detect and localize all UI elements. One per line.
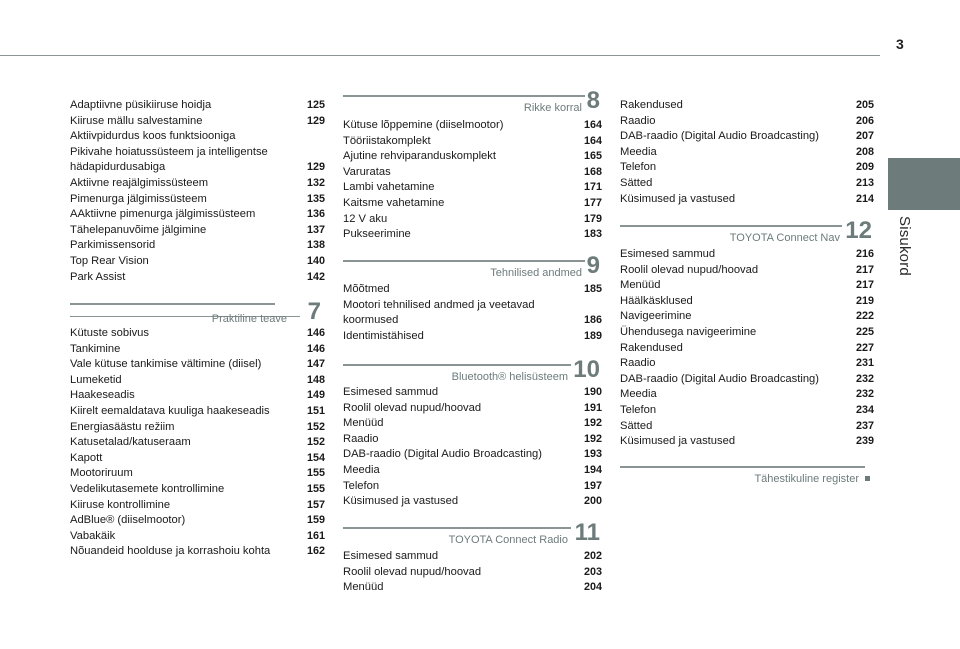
section-title[interactable]: Praktiline teave (211, 313, 287, 325)
toc-entry-page: 205 (855, 99, 874, 111)
toc-entry[interactable] (343, 432, 602, 448)
section-number: 7 (307, 298, 321, 325)
toc-entry[interactable] (70, 114, 325, 130)
toc-entry[interactable] (343, 549, 602, 565)
toc-entry-title: Küsimused ja vastused (343, 495, 459, 508)
toc-entry-title: Roolil olevad nupud/hoovad (343, 401, 482, 414)
toc-entry[interactable] (620, 356, 874, 372)
toc-entry-title: Roolil olevad nupud/hoovad (620, 263, 759, 276)
toc-entry[interactable] (343, 479, 602, 495)
top-rule (0, 55, 880, 56)
section-number: 11 (574, 519, 600, 546)
toc-entry-title: Lumeketid (70, 373, 122, 386)
toc-entry-page: 209 (855, 161, 874, 174)
toc-entry-title: Rakendused (620, 341, 683, 354)
toc-entry[interactable] (70, 145, 325, 161)
toc-entry-title: Aktiivne reajälgimissüsteem (70, 177, 209, 189)
toc-entry-page: 217 (855, 263, 874, 276)
toc-entry-title: Adaptiivne püsikiiruse hoidja (70, 99, 212, 111)
toc-entry-title: Kiirelt eemaldatava kuuliga haakeseadis (70, 405, 270, 417)
toc-entry-page: 185 (583, 283, 602, 295)
section-title[interactable]: Rikke korral (523, 102, 582, 114)
toc-entry-page: 149 (306, 389, 325, 402)
toc-entry[interactable] (343, 298, 602, 314)
toc-entry-title: Pimenurga jälgimissüsteem (70, 192, 207, 205)
toc-entry[interactable] (70, 513, 325, 529)
toc-entry-title: Lambi vahetamine (343, 181, 435, 194)
toc-entry[interactable] (343, 565, 602, 581)
toc-entry-page: 161 (306, 529, 325, 542)
toc-entry-page: 239 (855, 435, 874, 448)
toc-entry-title: Meedia (343, 464, 380, 476)
toc-entry-title: Tähelepanuvõime jälgimine (70, 223, 207, 236)
toc-entry-page: 137 (306, 223, 325, 236)
toc-entry[interactable] (70, 420, 325, 436)
toc-entry-title: Esimesed sammud (620, 248, 716, 260)
side-tab-label: Sisukord (896, 216, 913, 276)
toc-entry-title: Telefon (343, 479, 380, 492)
toc-entry-page: 179 (583, 212, 602, 225)
toc-entry[interactable] (620, 419, 874, 435)
toc-entry-page: 217 (855, 279, 874, 292)
toc-entry-title: Meedia (620, 388, 657, 401)
toc-entry-title: Kaitsme vahetamine (343, 197, 445, 209)
toc-entry-page: 194 (583, 464, 602, 476)
toc-entry-page: 171 (583, 181, 602, 194)
toc-entry-title: DAB-raadio (Digital Audio Broadcasting) (343, 448, 542, 461)
toc-entry-page: 227 (855, 341, 874, 354)
toc-entry-title: Raadio (620, 114, 656, 127)
toc-entry-page: 214 (855, 192, 874, 205)
toc-entry-title: Top Rear Vision (70, 255, 149, 267)
section-rule (70, 303, 275, 305)
toc-entry-title: Meedia (620, 145, 657, 158)
toc-entry[interactable] (343, 134, 602, 150)
toc-entry-page: 206 (855, 114, 874, 127)
toc-entry-page: 177 (583, 197, 602, 209)
toc-entry-title: Küsimused ja vastused (620, 435, 736, 448)
toc-entry-title: Telefon (620, 404, 657, 416)
toc-entry-title: Navigeerimine (620, 310, 692, 323)
toc-entry[interactable] (70, 254, 325, 270)
toc-entry-page: 155 (306, 467, 325, 480)
toc-entry-page: 154 (306, 451, 325, 464)
toc-entry-title: Tööriistakomplekt (343, 134, 431, 147)
toc-entry-page: 193 (583, 448, 602, 461)
toc-entry-title: Pikivahe hoiatussüsteem ja intelligentse (70, 145, 268, 158)
toc-entry-page: 237 (855, 419, 874, 432)
toc-entry-page: 202 (583, 550, 602, 562)
toc-entry[interactable] (343, 212, 602, 228)
toc-entry-title: AdBlue® (diiselmootor) (70, 514, 186, 527)
toc-entry-title: Vabakäik (70, 529, 116, 542)
section-number: 10 (573, 356, 600, 383)
toc-entry-page: 219 (855, 294, 874, 307)
toc-entry[interactable] (620, 247, 874, 263)
page-number: 3 (896, 36, 904, 52)
section-rule (620, 466, 865, 468)
index-link-label: Tähestikuline register (754, 473, 859, 485)
toc-entry-page: 208 (855, 145, 874, 158)
toc-entry-page: 135 (306, 192, 325, 205)
toc-entry[interactable] (70, 223, 325, 239)
toc-entry-title: Pukseerimine (343, 228, 411, 241)
toc-entry-page: 142 (306, 270, 325, 283)
section-title[interactable]: TOYOTA Connect Radio (448, 534, 568, 546)
toc-entry[interactable] (620, 372, 874, 388)
toc-entry-title: Tankimine (70, 342, 121, 355)
toc-entry[interactable] (70, 160, 325, 176)
toc-entry-page: 191 (583, 401, 602, 414)
toc-entry-page: 148 (306, 373, 325, 386)
toc-entry-page: 232 (855, 372, 874, 385)
toc-entry[interactable] (343, 401, 602, 417)
toc-entry-page: 164 (583, 134, 602, 147)
chapter-side-tab[interactable] (888, 158, 960, 210)
toc-entry[interactable] (70, 373, 325, 389)
toc-entry-title: Mõõtmed (343, 283, 390, 295)
toc-entry-title: Katusetalad/katuseraam (70, 436, 191, 449)
toc-entry[interactable] (343, 196, 602, 212)
toc-entry-title: Roolil olevad nupud/hoovad (343, 565, 482, 578)
toc-entry-title: Varuratas (343, 165, 391, 178)
toc-entry[interactable] (620, 114, 874, 130)
toc-entry[interactable] (620, 387, 874, 403)
toc-entry-title: Vale kütuse tankimise vältimine (diisel) (70, 358, 262, 371)
toc-entry-page: 165 (583, 150, 602, 163)
section-title[interactable]: TOYOTA Connect Nav (729, 232, 840, 244)
toc-entry-page: 225 (855, 326, 874, 338)
toc-entry-page: 129 (306, 161, 325, 174)
toc-entry-title: Menüüd (343, 581, 384, 594)
toc-entry-title: Menüüd (620, 279, 661, 292)
toc-entry-title: Aktiivpidurdus koos funktsiooniga (70, 130, 236, 143)
toc-entry[interactable] (343, 329, 602, 345)
toc-entry[interactable] (70, 544, 325, 560)
toc-entry[interactable] (70, 207, 325, 223)
toc-entry-page: 164 (583, 119, 602, 131)
toc-entry[interactable] (343, 165, 602, 181)
toc-entry-page: 231 (855, 357, 874, 370)
toc-entry-page: 207 (855, 130, 874, 143)
toc-entry[interactable] (343, 416, 602, 432)
toc-entry-page: 138 (306, 239, 325, 252)
toc-entry-title: Küsimused ja vastused (620, 192, 736, 205)
toc-entry-page: 222 (855, 310, 874, 323)
toc-entry[interactable] (70, 129, 325, 145)
toc-entry-title: Identimistähised (343, 329, 424, 342)
toc-entry[interactable] (343, 463, 602, 479)
toc-entry-title: Parkimissensorid (70, 239, 156, 252)
toc-entry[interactable] (70, 357, 325, 373)
index-heading (620, 463, 874, 493)
toc-entry[interactable] (620, 309, 874, 325)
toc-entry-page: 152 (306, 436, 325, 449)
toc-entry[interactable] (343, 149, 602, 165)
toc-entry[interactable] (620, 434, 874, 450)
toc-entry-page: 192 (583, 417, 602, 430)
toc-entry-title: Ühendusega navigeerimine (620, 326, 757, 338)
toc-entry-title: Sätted (620, 177, 653, 189)
section-number: 12 (845, 217, 872, 244)
toc-entry[interactable] (70, 326, 325, 342)
toc-entry-page: 200 (583, 495, 602, 508)
toc-entry-page: 129 (306, 114, 325, 127)
toc-entry-title: Kapott (70, 451, 103, 464)
toc-entry[interactable] (70, 404, 325, 420)
toc-entry-title: DAB-raadio (Digital Audio Broadcasting) (620, 372, 819, 385)
toc-entry-title: Park Assist (70, 270, 126, 283)
toc-entry-title: Kiiruse mällu salvestamine (70, 114, 203, 127)
toc-entry-title: Ajutine rehviparanduskomplekt (343, 150, 496, 163)
toc-entry-page: 234 (855, 404, 874, 416)
toc-entry[interactable] (620, 341, 874, 357)
toc-entry-title: DAB-raadio (Digital Audio Broadcasting) (620, 130, 819, 143)
toc-entry-title: Raadio (343, 432, 379, 445)
toc-entry-title: Vedelikutasemete kontrollimine (70, 483, 225, 495)
toc-entry[interactable] (343, 180, 602, 196)
toc-entry-page: 213 (855, 177, 874, 189)
toc-entry[interactable] (620, 160, 874, 176)
toc-entry-page: 189 (583, 329, 602, 342)
toc-entry-title: Kiiruse kontrollimine (70, 498, 171, 511)
toc-entry[interactable] (343, 227, 602, 243)
toc-entry-page: 152 (306, 420, 325, 433)
toc-entry-title: 12 V aku (343, 212, 388, 225)
toc-entry[interactable] (620, 325, 874, 341)
toc-entry-page: 147 (306, 358, 325, 371)
toc-entry-title: Nõuandeid hoolduse ja korrashoiu kohta (70, 545, 271, 558)
toc-entry-page: 157 (306, 498, 325, 511)
toc-entry-title: Menüüd (343, 417, 384, 430)
toc-entry-page: 204 (583, 581, 602, 594)
toc-entry[interactable] (70, 342, 325, 358)
toc-entry[interactable] (70, 466, 325, 482)
toc-entry-title: Raadio (620, 357, 656, 370)
toc-entry[interactable] (343, 313, 602, 329)
toc-entry[interactable] (620, 129, 874, 145)
toc-entry[interactable] (70, 192, 325, 208)
toc-entry-page: 146 (306, 342, 325, 355)
toc-entry-title: Energiasäästu režiim (70, 420, 175, 433)
toc-entry[interactable] (620, 98, 874, 114)
toc-entry[interactable] (620, 192, 874, 208)
toc-entry-title: koormused (343, 314, 399, 327)
toc-entry[interactable] (343, 580, 602, 596)
toc-entry-title: Sätted (620, 419, 653, 432)
toc-entry-page: 190 (583, 386, 602, 398)
toc-entry-title: Kütuse lõppemine (diiselmootor) (343, 119, 504, 131)
toc-entry-page: 136 (306, 208, 325, 221)
section-number: 8 (586, 87, 600, 114)
toc-entry-title: AAktiivne pimenurga jälgimissüsteem (70, 208, 256, 221)
toc-entry-page: 216 (855, 248, 874, 260)
toc-entry-page: 132 (306, 177, 325, 189)
toc-entry[interactable] (620, 278, 874, 294)
toc-entry-page: 146 (306, 327, 325, 339)
section-rule (343, 95, 585, 97)
toc-entry[interactable] (343, 118, 602, 134)
toc-entry[interactable] (343, 385, 602, 401)
toc-entry-title: Esimesed sammud (343, 550, 439, 562)
toc-entry-page: 186 (583, 314, 602, 327)
toc-entry-title: Mootoriruum (70, 467, 133, 480)
toc-entry[interactable] (343, 447, 602, 463)
toc-entry[interactable] (70, 270, 325, 286)
toc-entry-title: Kütuste sobivus (70, 327, 149, 339)
toc-entry-title: Haakeseadis (70, 389, 135, 402)
toc-entry[interactable] (70, 451, 325, 467)
toc-entry[interactable] (343, 282, 602, 298)
toc-entry-page: 159 (306, 514, 325, 527)
square-bullet-icon (865, 476, 870, 481)
toc-entry[interactable] (70, 529, 325, 545)
toc-entry-page: 168 (583, 165, 602, 178)
section-rule (620, 225, 842, 227)
toc-entry-title: Esimesed sammud (343, 386, 439, 398)
toc-entry[interactable] (343, 494, 602, 510)
toc-entry-page: 140 (306, 255, 325, 267)
section-rule (343, 527, 571, 529)
toc-entry[interactable] (70, 176, 325, 192)
toc-entry[interactable] (620, 294, 874, 310)
toc-entry[interactable] (70, 482, 325, 498)
toc-entry-title: Häälkäsklused (620, 294, 693, 307)
toc-entry-page: 155 (306, 483, 325, 495)
toc-entry-page: 125 (306, 99, 325, 111)
toc-entry-page: 197 (583, 479, 602, 492)
toc-entry-title: Telefon (620, 161, 657, 174)
section-title[interactable]: Tehnilised andmed (490, 267, 582, 279)
toc-entry-page: 232 (855, 388, 874, 401)
section-title[interactable]: Bluetooth® helisüsteem (451, 371, 568, 383)
toc-entry[interactable] (620, 145, 874, 161)
section-rule (343, 260, 585, 262)
toc-entry[interactable] (70, 435, 325, 451)
toc-entry-page: 192 (583, 432, 602, 445)
index-link[interactable] (754, 473, 870, 485)
toc-entry-title: Rakendused (620, 99, 683, 111)
toc-entry-page: 183 (583, 228, 602, 241)
toc-entry[interactable] (70, 498, 325, 514)
toc-entry[interactable] (620, 263, 874, 279)
toc-entry-title: hädapidurdusabiga (70, 161, 166, 174)
section-number: 9 (586, 252, 600, 279)
toc-entry-page: 162 (306, 545, 325, 558)
section-rule (343, 364, 571, 366)
toc-entry[interactable] (70, 388, 325, 404)
toc-entry-title: Mootori tehnilised andmed ja veetavad (343, 298, 535, 311)
toc-entry[interactable] (70, 98, 325, 114)
toc-entry[interactable] (620, 176, 874, 192)
toc-entry[interactable] (70, 238, 325, 254)
toc-entry[interactable] (620, 403, 874, 419)
toc-entry-page: 151 (306, 405, 325, 417)
toc-entry-page: 203 (583, 565, 602, 578)
